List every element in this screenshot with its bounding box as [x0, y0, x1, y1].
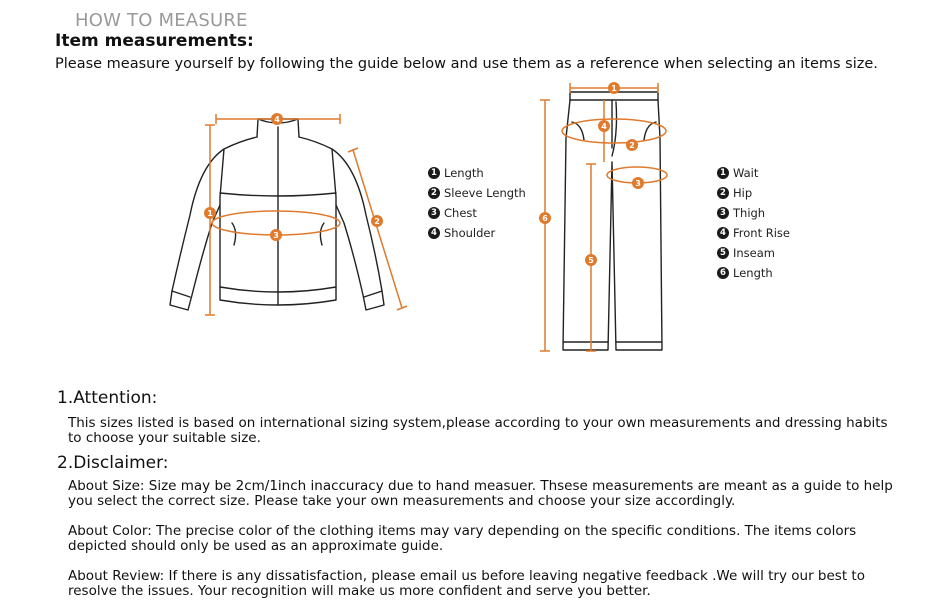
pants-marker-4: 4 — [601, 122, 607, 131]
intro-text: Please measure yourself by following the guide below and use them as a reference when selecting an items size. — [55, 56, 878, 72]
jacket-markers — [204, 113, 383, 241]
legend-label: Sleeve Length — [444, 186, 526, 200]
legend-number: 5 — [717, 247, 729, 259]
legend-label: Length — [444, 166, 484, 180]
legend-label: Thigh — [733, 206, 766, 220]
attention-heading: 1.Attention: — [57, 388, 158, 408]
attention-text: This sizes listed is based on international sizing system,please according to your own measurements and dressing habits to choose your suitable size. — [68, 415, 888, 446]
legend-item — [717, 163, 790, 183]
legend-number: 4 — [717, 227, 729, 239]
disclaimer-color-text: About Color: The precise color of the clothing items may vary depending on the specific conditions. The items colors depicted should only be used as an approximate guide. — [68, 523, 857, 554]
legend-item — [717, 223, 790, 243]
legend-label: Wait — [733, 166, 759, 180]
legend-number: 1 — [428, 167, 440, 179]
jacket-marker-3: 3 — [273, 231, 279, 240]
legend-item — [428, 163, 526, 183]
legend-number: 2 — [428, 187, 440, 199]
legend-label: Front Rise — [733, 226, 790, 240]
legend-label: Hip — [733, 186, 753, 200]
disclaimer-heading: 2.Disclaimer: — [57, 453, 169, 473]
legend-item — [428, 203, 526, 223]
legend-number: 6 — [717, 267, 729, 279]
jacket-right-sleeve — [332, 149, 384, 310]
legend-number: 3 — [428, 207, 440, 219]
pants-marker-3: 3 — [635, 179, 641, 188]
legend-item — [717, 263, 790, 283]
legend-label: Inseam — [733, 246, 775, 260]
pants-marker-1: 1 — [611, 84, 617, 93]
jacket-diagram — [160, 105, 415, 325]
disclaimer-review-text: About Review: If there is any dissatisfaction, please email us before leaving negative feedback .We will try our best to resolve the issues. Your recognition will make us more confident and serve you better. — [68, 568, 865, 599]
pants-diagram — [530, 78, 690, 358]
jacket-marker-2: 2 — [374, 217, 380, 226]
jacket-left-sleeve — [170, 149, 224, 310]
legend-label: Shoulder — [444, 226, 496, 240]
legend-label: Length — [733, 266, 773, 280]
legend-number: 1 — [717, 167, 729, 179]
legend-item — [717, 243, 790, 263]
pants-marker-6: 6 — [542, 214, 548, 223]
pants-marker-5: 5 — [588, 256, 594, 265]
legend-label: Chest — [444, 206, 477, 220]
page-header-title: HOW TO MEASURE — [75, 10, 248, 31]
legend-item — [428, 223, 526, 243]
disclaimer-size-text: About Size: Size may be 2cm/1inch inaccuracy due to hand measuer. Thsese measurements are meant as a guide to help you select the correct size. Please take your own measurements and choose your size accordingly. — [68, 478, 893, 509]
pants-marker-2: 2 — [629, 141, 635, 150]
legend-number: 2 — [717, 187, 729, 199]
legend-item — [428, 183, 526, 203]
pants-legend — [717, 163, 790, 283]
item-measurements-title: Item measurements: — [55, 31, 254, 51]
legend-number: 4 — [428, 227, 440, 239]
jacket-marker-4: 4 — [274, 115, 280, 124]
jacket-marker-1: 1 — [207, 209, 213, 218]
legend-item — [717, 183, 790, 203]
jacket-legend — [428, 163, 526, 243]
legend-number: 3 — [717, 207, 729, 219]
legend-item — [717, 203, 790, 223]
